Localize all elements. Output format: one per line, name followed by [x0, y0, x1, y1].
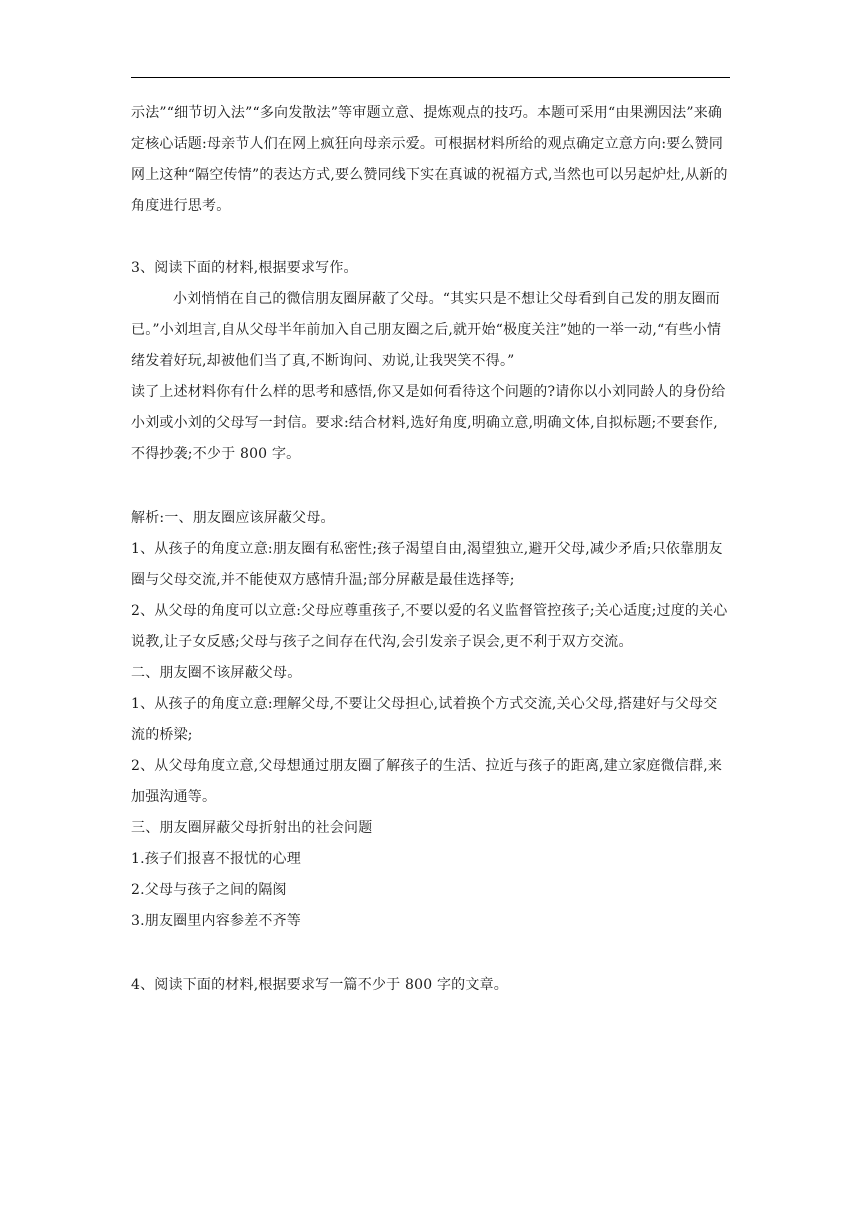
analysis-point-2-2: 2、从父母角度立意,父母想通过朋友圈了解孩子的生活、拉近与孩子的距离,建立家庭微信群,来加强沟通等。 [131, 758, 723, 805]
question-3-prompt: 读了上述材料你有什么样的思考和感悟,你又是如何看待这个问题的?请你以小刘同龄人的身份给小刘或小刘的父母写一封信。要求:结合材料,选好角度,明确立意,明确文体,自拟标题;不要套作,不得抄袭;不少于 800 字。 [131, 384, 726, 462]
header-rule [131, 77, 730, 78]
analysis-intro: 解析:一、朋友圈应该屏蔽父母。 [131, 510, 335, 526]
analysis-point-1-2: 2、从父母的角度可以立意:父母应尊重孩子,不要以爱的名义监督管控孩子;关心适度;过度的关心说教,让子女反感;父母与孩子之间存在代沟,会引发亲子误会,更不利于双方交流。 [131, 603, 728, 650]
analysis-item-3-3: 3.朋友圈里内容参差不齐等 [131, 913, 301, 929]
question-4-heading: 4、阅读下面的材料,根据要求写一篇不少于 800 字的文章。 [131, 977, 508, 993]
analysis-item-3-2: 2.父母与孩子之间的隔阂 [131, 882, 287, 898]
document-body [131, 98, 730, 1001]
question-3-heading: 3、阅读下面的材料,根据要求写作。 [131, 260, 358, 276]
spacer [131, 937, 730, 970]
spacer [131, 470, 730, 503]
previous-answer-continuation: 示法”“细节切入法”“多向发散法”等审题立意、提炼观点的技巧。本题可采用“由果溯因法”来确定核心话题:母亲节人们在网上疯狂向母亲示爱。可根据材料所给的观点确定立意方向:要么赞同网上这种“隔空传情”的表达方式,要么赞同线下实在真诚的祝福方式,当然也可以另起炉灶,从新的角度进行思考。 [131, 105, 728, 214]
analysis-section-2-heading: 二、朋友圈不该屏蔽父母。 [131, 665, 302, 681]
analysis-item-3-1: 1.孩子们报喜不报忧的心理 [131, 851, 301, 867]
analysis-point-2-1: 1、从孩子的角度立意:理解父母,不要让父母担心,试着换个方式交流,关心父母,搭建好与父母交流的桥梁; [131, 696, 718, 743]
analysis-point-1-1: 1、从孩子的角度立意:朋友圈有私密性;孩子渴望自由,渴望独立,避开父母,减少矛盾;只依靠朋友圈与父母交流,并不能使双方感情升温;部分屏蔽是最佳选择等; [131, 541, 723, 588]
analysis-section-3-heading: 三、朋友圈屏蔽父母折射出的社会问题 [131, 820, 373, 836]
question-3-material: 小刘悄悄在自己的微信朋友圈屏蔽了父母。“其实只是不想让父母看到自己发的朋友圈而已。”小刘坦言,自从父母半年前加入自己朋友圈之后,就开始“极度关注”她的一举一动,“有些小情绪发着好玩,却被他们当了真,不断询问、劝说,让我哭笑不得。” [131, 291, 722, 369]
spacer [131, 222, 730, 253]
